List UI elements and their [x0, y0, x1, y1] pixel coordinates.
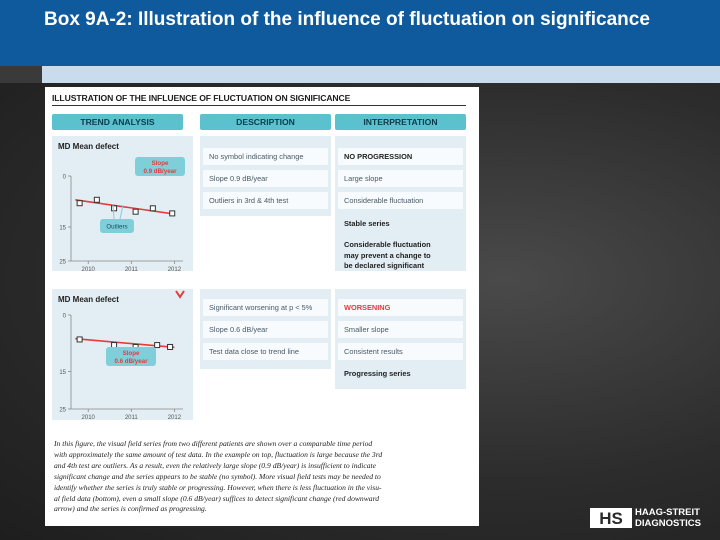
chart-title: MD Mean defect [58, 295, 119, 304]
figure-caption [54, 439, 470, 515]
interpretation-cell: Considerable fluctuation [338, 192, 463, 209]
brand-logo [590, 506, 710, 530]
x-tick-label: 2010 [81, 267, 95, 271]
data-point [150, 206, 155, 211]
description-cell: Slope 0.9 dB/year [203, 170, 328, 187]
chart-svg [52, 289, 193, 420]
slope-callout-label: 0.9 dB/year [143, 168, 177, 175]
data-point [112, 206, 117, 211]
description-cell: No symbol indicating change [203, 148, 328, 165]
interpretation-cell: Consistent results [338, 343, 463, 360]
data-point [155, 343, 160, 348]
slide-header [0, 0, 720, 66]
description-panel-1 [200, 136, 331, 216]
trend-chart-2 [52, 289, 193, 420]
caption-line: with approximately the same amount of test data. In the example on top, fluctuation is large because the 3rd [54, 449, 383, 459]
caption-line: significant change and the series appears to be stable (no symbol). More visual field tests may be needed to [54, 471, 381, 481]
caption-line: al field data (bottom), even a small slope (0.6 dB/year) suffices to detect significant change (red downward [54, 493, 380, 503]
conclusion-heading: Progressing series [344, 369, 411, 378]
data-point [168, 344, 173, 349]
interpretation-cell: Large slope [338, 170, 463, 187]
y-tick-label: 25 [59, 259, 66, 266]
figure-title-rule [52, 105, 466, 106]
column-header-trend: TREND ANALYSIS [52, 114, 183, 130]
caption-line: In this figure, the visual field series from two different patients are shown over a comparable time period [54, 439, 373, 448]
caption-line: and 4th test are outliers. As a result, even the relatively large slope (0.9 dB/year) is insufficient to indicate [54, 460, 377, 470]
slope-callout-label: 0.6 dB/year [114, 358, 148, 365]
logo-text-line: HAAG-STREIT [635, 507, 700, 518]
data-point [77, 201, 82, 206]
data-point [170, 211, 175, 216]
y-tick-label: 25 [59, 407, 66, 414]
worsening-arrow-icon [176, 291, 184, 297]
interpretation-cell-status: NO PROGRESSION [338, 148, 463, 165]
y-tick-label: 15 [59, 369, 66, 376]
conclusion-heading: Stable series [344, 219, 390, 228]
logo-text [635, 508, 701, 529]
conclusion-note-line: be declared significant [344, 261, 425, 270]
description-cell: Outliers in 3rd & 4th test [203, 192, 328, 209]
caption-line: arrow) and the series is confirmed as progressing. [54, 504, 207, 514]
description-panel-2 [200, 289, 331, 369]
header-strip-left [0, 66, 42, 83]
data-point [112, 343, 117, 348]
chart-svg [52, 136, 193, 271]
chart-title: MD Mean defect [58, 142, 119, 151]
outliers-callout-label: Outliers [106, 223, 128, 231]
logo-mark-text: HS [599, 509, 623, 528]
column-header-interpretation: INTERPRETATION [335, 114, 466, 130]
x-tick-label: 2011 [124, 267, 138, 271]
data-point [133, 209, 138, 214]
interpretation-panel-1 [335, 136, 466, 271]
header-strip [0, 66, 720, 83]
data-point [94, 197, 99, 202]
figure-title: ILLUSTRATION OF THE INFLUENCE OF FLUCTUATION ON SIGNIFICANCE [52, 93, 351, 103]
description-cell: Slope 0.6 dB/year [203, 321, 328, 338]
trend-chart-1 [52, 136, 193, 271]
slide-title: Box 9A-2: Illustration of the influence of fluctuation on significance [44, 9, 650, 30]
x-tick-label: 2011 [124, 415, 138, 420]
caption-line: identify whether the series is truly stable or progressing. However, when there is less fluctuation in the visu- [54, 482, 382, 492]
interpretation-cell: Smaller slope [338, 321, 463, 338]
interpretation-cell-status: WORSENING [338, 299, 463, 316]
slope-callout-label: Slope [151, 160, 169, 167]
data-point [77, 337, 82, 342]
y-tick-label: 0 [62, 174, 66, 181]
figure-card [45, 87, 479, 526]
description-cell: Significant worsening at p < 5% [203, 299, 328, 316]
x-tick-label: 2012 [167, 415, 182, 420]
logo-text-line: DIAGNOSTICS [635, 517, 701, 529]
y-tick-label: 15 [59, 225, 66, 232]
x-tick-label: 2012 [167, 267, 182, 271]
conclusion-note-line: may prevent a change to [344, 250, 431, 260]
column-header-description: DESCRIPTION [200, 114, 331, 130]
hs-logo-icon [590, 508, 632, 528]
slope-callout-label: Slope [122, 350, 140, 357]
conclusion-note-line: Considerable fluctuation [344, 240, 431, 249]
trend-line [75, 200, 174, 214]
y-tick-label: 0 [62, 313, 66, 320]
x-tick-label: 2010 [81, 415, 95, 420]
interpretation-panel-2 [335, 289, 466, 389]
description-cell: Test data close to trend line [203, 343, 328, 360]
